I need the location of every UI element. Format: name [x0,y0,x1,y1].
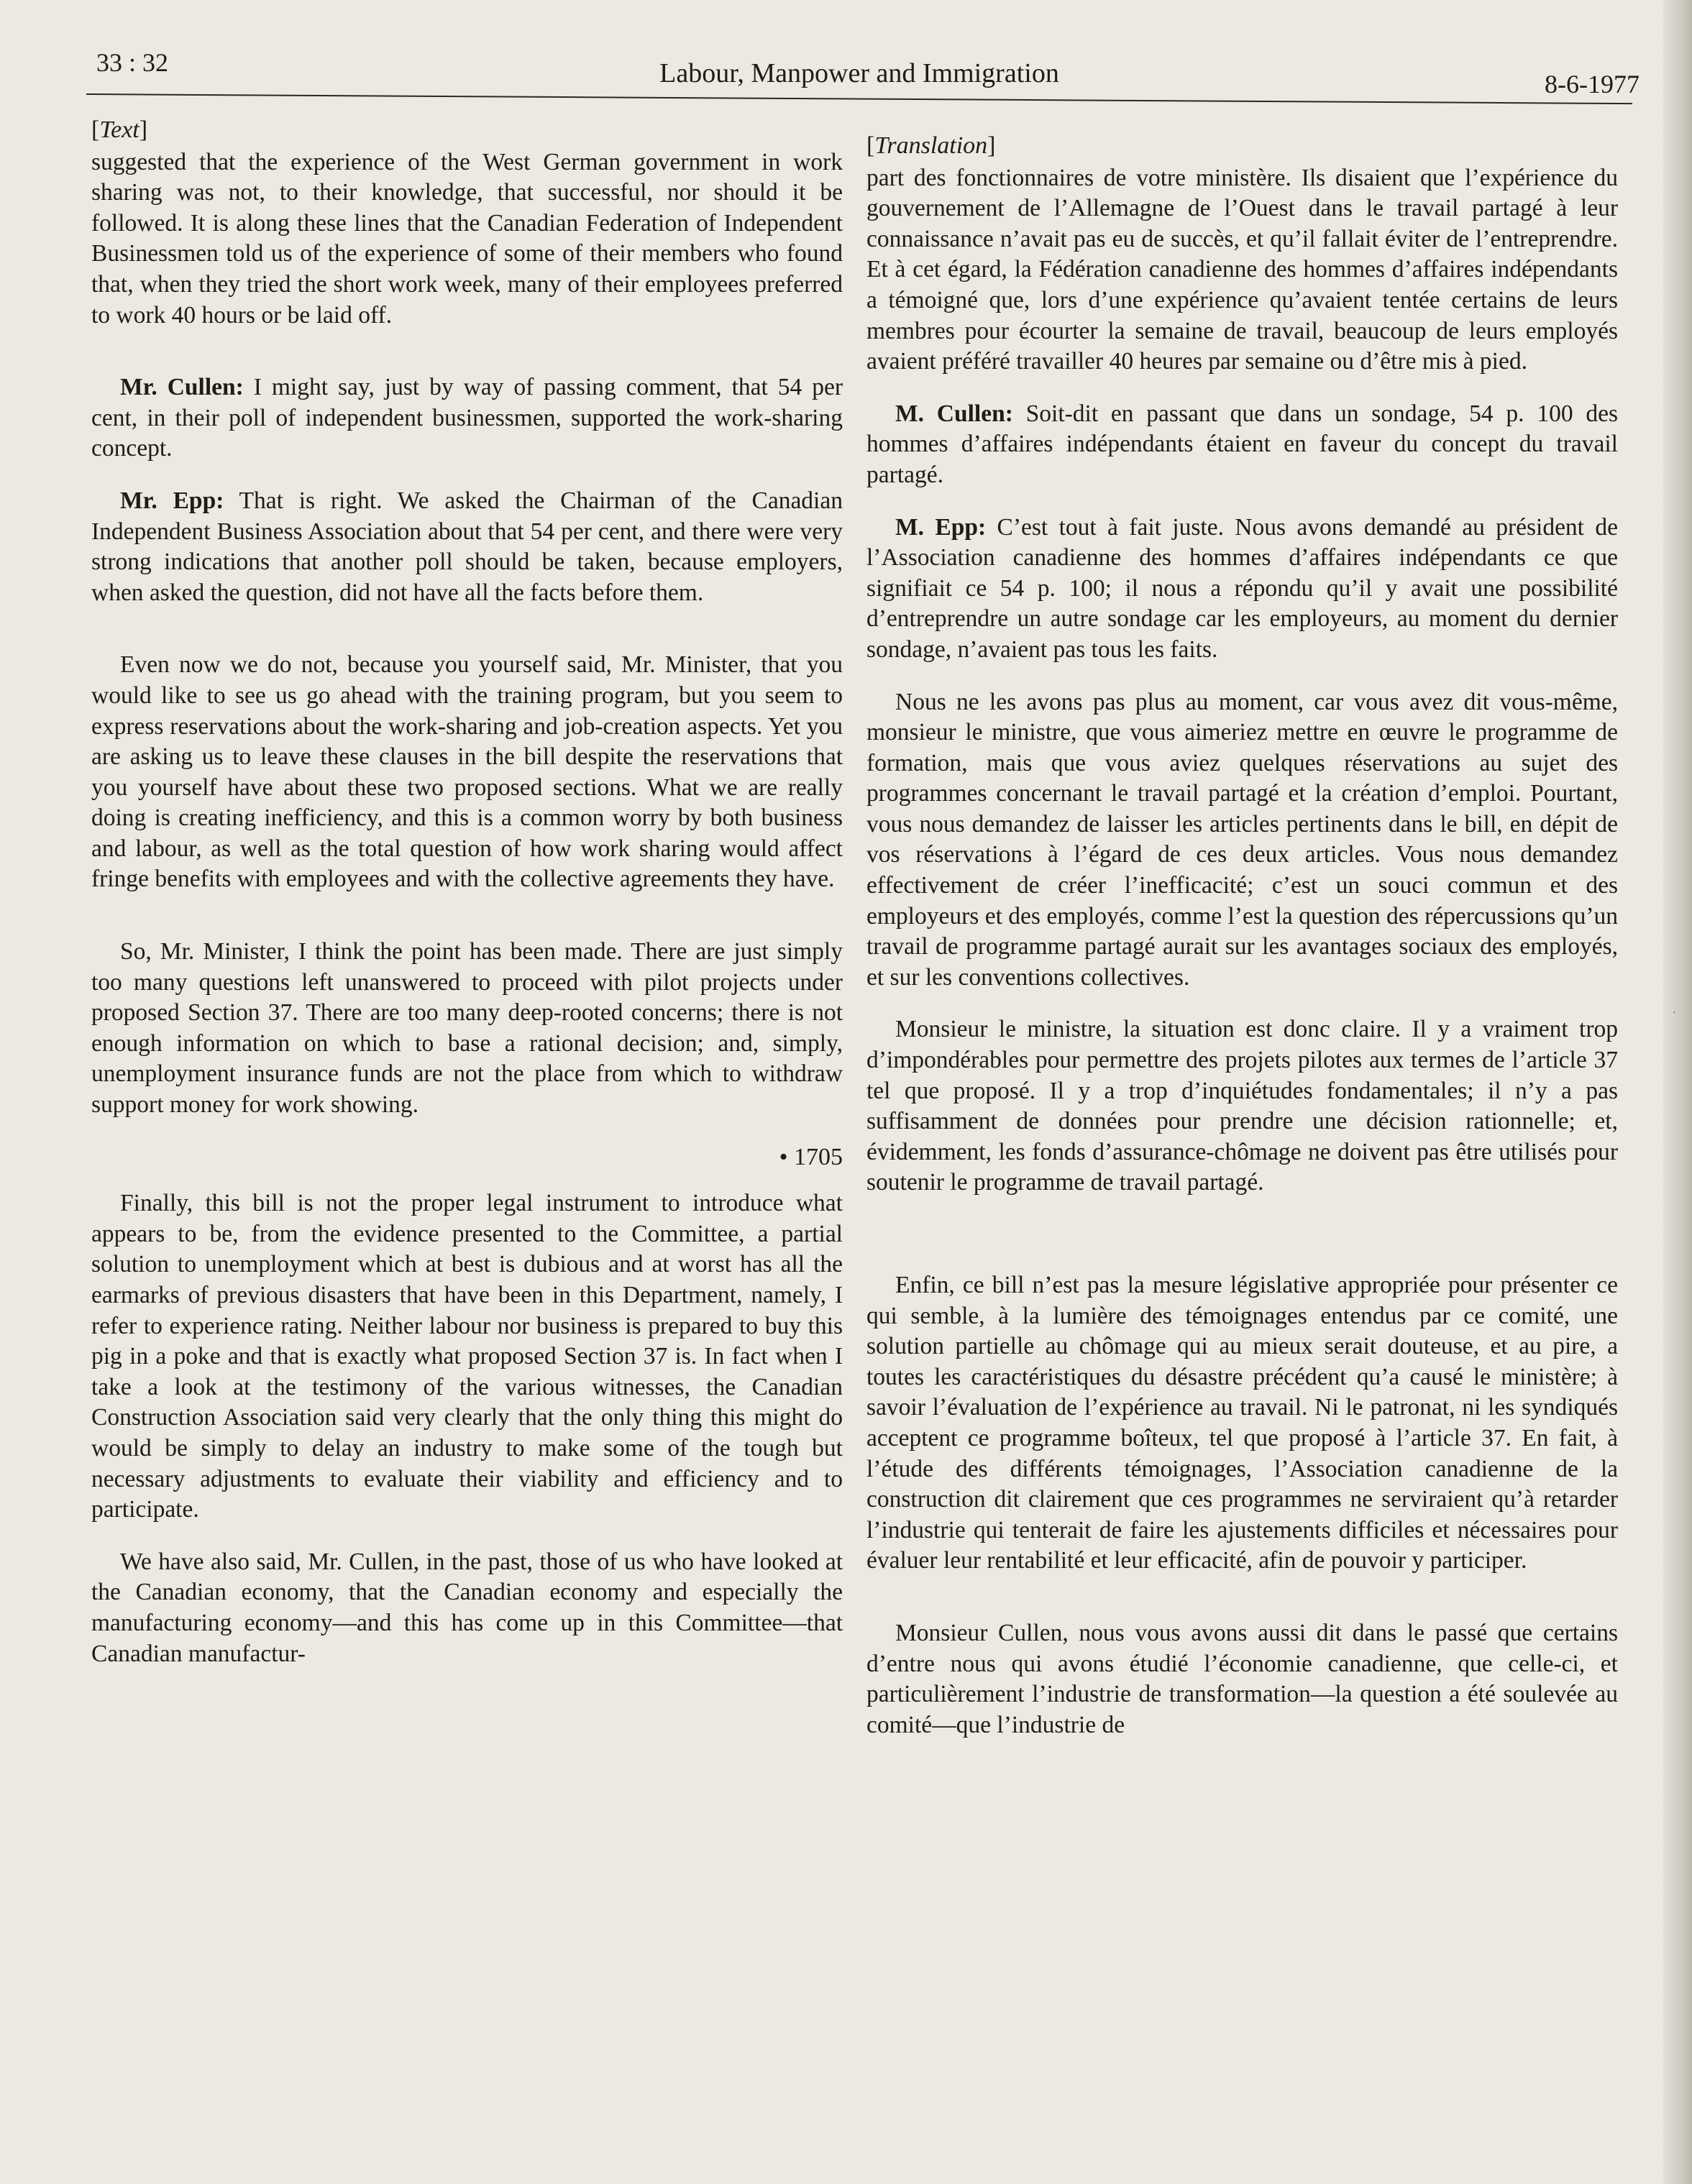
speaker-name: Mr. Cullen: [120,374,244,401]
paragraph: Enfin, ce bill n’est pas la mesure législative appropriée pour présenter ce qui semble, à la lumière des témoignages entendus par ce comité, une solution partielle au chômage qui au mieux serait douteuse, et au pire, a toutes les caractéristiques du désastre précédent qu’a causé le ministère; à savoir l’évaluation de l’expérience au travail. Ni le patronat, ni les syndiqués acceptent ce programme boîteux, tel que proposé à l’article 37. En fait, à l’étude des différents témoignages, l’Association canadienne de la construction dit clairement que ces programmes ne serviraient qu’à retarder l’industrie qui tenterait de faire les ajustements difficiles et nécessaires pour évaluer leur rentabilité et leur efficacité, afin de pouvoir y participer. [866,1272,1618,1574]
page-header [86,43,1640,101]
paragraph: M. Cullen: Soit-dit en passant que dans un sondage, 54 p. 100 des hommes d’affaires indépendants étaient en faveur du concept du travail partagé. [866,400,1618,488]
paragraph: M. Epp: C’est tout à fait juste. Nous avons demandé au président de l’Association canadienne des hommes d’affaires indépendants ce que signifiait ce 54 p. 100; il nous a répondu qu’il y avait une possibilité d’entreprendre un autre sondage car les employeurs, au moment du dernier sondage, n’avaient pas tous les faits. [866,513,1618,663]
speaker-name: M. Epp: [895,513,987,541]
paragraph: Monsieur le ministre, la situation est donc claire. Il y a vraiment trop d’impondérables pour permettre des projets pilotes aux termes de l’article 37 tel que proposé. Il y a trop d’inquiétudes fondamentales; il n’y a pas suffisamment de données pour prendre une décision rationnelle; et, évidemment, les fonds d’assurance-chômage ne doivent pas être utilisés pour soutenir le programme de travail partagé. [866,1016,1618,1196]
paragraph: Mr. Epp: That is right. We asked the Chairman of the Canadian Independent Business Association about that 54 per cent, and there were very strong indications that another poll should be taken, because employers, when asked the question, did not have all the facts before them. [91,487,843,606]
page-title: Labour, Manpower and Immigration [659,58,1059,88]
speaker-name: Mr. Epp: [120,487,224,514]
paragraph: Even now we do not, because you yourself said, Mr. Minister, that you would like to see us go ahead with the training program, but you seem to express reservations about the work-sharing and job-creation aspects. Yet you are asking us to leave these clauses in the bill despite the reservations that you yourself have about these two proposed sections. What we are really doing is creating inefficiency, and this is a common worry by both business and labour, as well as the total question of how work sharing would affect fringe benefits with employees and with the collective agreements they have. [91,651,843,893]
section-label-text: [Text] [91,116,148,143]
paragraph: suggested that the experience of the West German government in work sharing was not, to their knowledge, that successful, nor should it be followed. It is along these lines that the Canadian Federation of Independent Businessmen told us of the experience of some of their members who found that, when they tried the short work week, many of their employees preferred to work 40 hours or be laid off. [91,148,843,329]
page-number: 33 : 32 [96,48,169,77]
paragraph: Finally, this bill is not the proper legal instrument to introduce what appears to be, from the evidence presented to the Committee, a partial solution to unemployment which at best is dubious and at worst has all the earmarks of previous disasters that have been in this Department, namely, I refer to experience rating. Neither labour nor business is prepared to buy this pig in a poke and that is exactly what proposed Section 37 is. In fact when I take a look at the testimony of the various witnesses, the Canadian Construction Association said very clearly that the only thing this might do would be simply to delay an industry to make some of the tough but necessary adjustments to evaluate their viability and efficiency and to participate. [91,1190,843,1523]
french-column [866,131,1618,1762]
time-marker: • 1705 [779,1143,843,1170]
header-rule [86,93,1632,104]
speaker-name: M. Cullen: [895,400,1013,427]
paragraph: We have also said, Mr. Cullen, in the past, those of us who have looked at the Canadian economy, that the Canadian economy and especially the manufacturing economy—and this has come up in this Committee—that Canadian manufactur- [91,1548,843,1667]
paragraph: Monsieur Cullen, nous vous avons aussi dit dans le passé que certains d’entre nous qui avons étudié l’économie canadienne, que celle-ci, et particulièrement l’industrie de transformation—la question a été soulevée au comité—que l’industrie de [866,1619,1618,1738]
english-column [91,115,843,1691]
header-date: 8-6-1977 [1545,70,1640,98]
paragraph: Nous ne les avons pas plus au moment, car vous avez dit vous-même, monsieur le ministre, que vous aimeriez mettre en œuvre le programme de formation, mais que vous aviez quelques réservations au sujet des programmes concernant le travail partagé et la création d’emploi. Pourtant, vous nous demandez de laisser les articles pertinents dans le bill, en dépit de vos réservations à l’égard de ces deux articles. Vous nous demandez effectivement de créer l’inefficacité; c’est un souci commun et des employeurs et des employés, comme l’est la question des répercussions qu’un travail de programme partagé aurait sur les avantages sociaux des employés, et sur les conventions collectives. [866,688,1618,991]
paragraph: part des fonctionnaires de votre ministère. Ils disaient que l’expérience du gouvernement de l’Allemagne de l’Ouest dans le travail partagé à leur connaissance n’avait pas eu de succès, et qu’il fallait éviter de l’entreprendre. Et à cet égard, la Fédération canadienne des hommes d’affaires indépendants a témoigné que, lors d’une expérience qu’avaient tentée certains de leurs membres pour écourter la semaine de travail, beaucoup de leurs employés avaient préféré travailler 40 heures par semaine ou d’être mis à pied. [866,164,1618,375]
section-label-translation: [Translation] [866,132,996,159]
paragraph: Mr. Cullen: I might say, just by way of passing comment, that 54 per cent, in their poll of independent businessmen, supported the work-sharing concept. [91,374,843,462]
book-spine-shadow [1663,0,1692,2184]
margin-mark: · [1672,1005,1677,1021]
paragraph: So, Mr. Minister, I think the point has been made. There are just simply too many questions left unanswered to proceed with pilot projects under proposed Section 37. There are too many deep-rooted concerns; there is not enough information on which to base a rational decision; and, simply, unemployment insurance funds are not the place from which to withdraw support money for work showing. [91,938,843,1119]
